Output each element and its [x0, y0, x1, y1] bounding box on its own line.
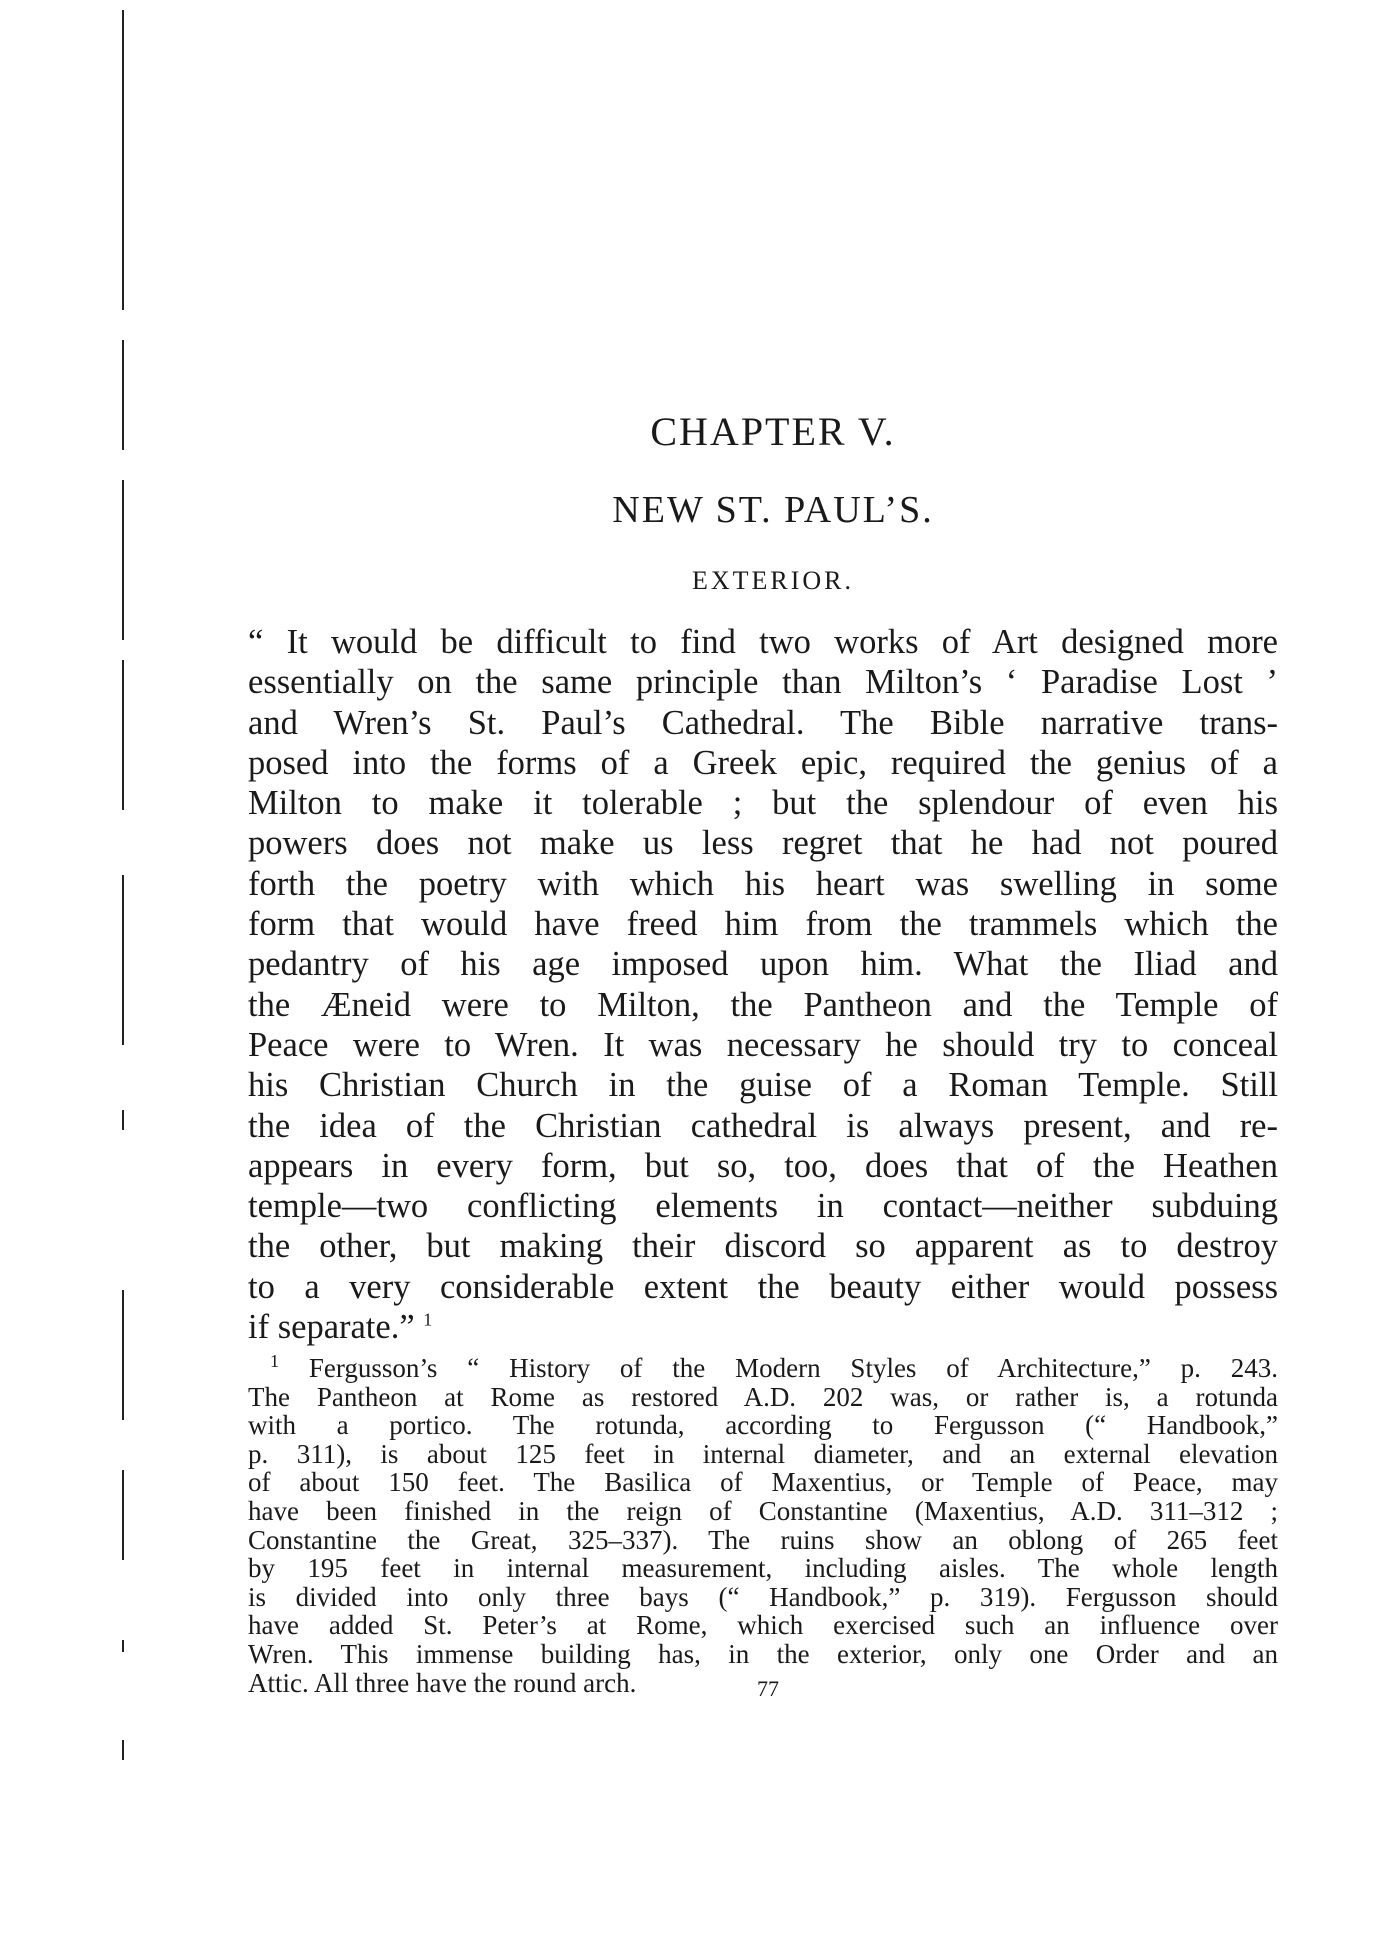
footnote-reference[interactable]: 1 — [423, 1309, 433, 1330]
binding-edge-line — [122, 1290, 124, 1420]
body-line: powers does not make us less regret that he had not poured — [248, 824, 1278, 863]
body-line: to a very considerable extent the beauty either would possess — [248, 1267, 1278, 1306]
binding-edge-line — [122, 1470, 124, 1560]
body-line: posed into the forms of a Greek epic, required the genius of a — [248, 743, 1278, 782]
footnote-line: Attic. All three have the round arch. — [248, 1667, 637, 1698]
body-line: essentially on the same principle than Milton’s ‘ Paradise Lost ’ — [248, 663, 1278, 702]
footnote-line: The Pantheon at Rome as restored A.D. 202 was, or rather is, a rotunda — [248, 1381, 1278, 1412]
footnote-line: have been finished in the reign of Constantine (Maxentius, A.D. 311–312 ; — [248, 1495, 1278, 1526]
section-heading: EXTERIOR. — [691, 566, 855, 595]
body-line: forth the poetry with which his heart was swelling in some — [248, 864, 1278, 903]
body-line: and Wren’s St. Paul’s Cathedral. The Bible narrative trans- — [248, 703, 1278, 742]
body-line: appears in every form, but so, too, does that of the Heathen — [248, 1146, 1278, 1185]
chapter-title: CHAPTER V. — [650, 409, 896, 454]
body-line-last — [248, 1307, 1278, 1347]
binding-edge-line — [122, 1740, 124, 1760]
body-paragraph — [248, 622, 1278, 1347]
body-line-text: if separate.” — [248, 1308, 415, 1347]
footnote-line: with a portico. The rotunda, according to Fergusson (“ Handbook,” — [248, 1410, 1278, 1441]
binding-edge-line — [122, 1110, 124, 1130]
binding-edge-line — [122, 660, 124, 810]
body-line: pedantry of his age imposed upon him. What the Iliad and — [248, 945, 1278, 984]
binding-edge-line — [122, 875, 124, 1045]
body-line: the other, but making their discord so apparent as to destroy — [248, 1227, 1278, 1266]
body-line: “ It would be difficult to find two works of Art designed more — [248, 623, 1278, 661]
footnote-line-text: Fergusson’s “ History of the Modern Styles of Architecture,” p. 243. — [308, 1353, 1279, 1383]
footnote-line: have added St. Peter’s at Rome, which exercised such an influence over — [248, 1610, 1278, 1641]
footnote-line-first — [248, 1351, 1279, 1383]
footnote-marker: 1 — [270, 1351, 279, 1371]
footnote-line: Constantine the Great, 325–337). The ruins show an oblong of 265 feet — [248, 1524, 1278, 1555]
footnote-line: Wren. This immense building has, in the exterior, only one Order and an — [248, 1638, 1278, 1669]
body-line: Milton to make it tolerable ; but the splendour of even his — [248, 784, 1278, 823]
body-line: temple—two conflicting elements in contact—neither subduing — [248, 1187, 1278, 1226]
body-line: his Christian Church in the guise of a Roman Temple. Still — [248, 1066, 1278, 1105]
body-line: the idea of the Christian cathedral is always present, and re- — [248, 1106, 1278, 1145]
chapter-subtitle: NEW ST. PAUL’S. — [612, 489, 934, 531]
body-line: Peace were to Wren. It was necessary he should try to conceal — [248, 1025, 1278, 1064]
footnote-line: by 195 feet in internal measurement, including aisles. The whole length — [248, 1553, 1278, 1584]
binding-edge-line — [122, 10, 124, 310]
footnote-line: p. 311), is about 125 feet in internal diameter, and an external elevation — [248, 1438, 1278, 1469]
footnote-line: is divided into only three bays (“ Handbook,” p. 319). Fergusson should — [248, 1581, 1278, 1612]
binding-edge-line — [122, 1640, 124, 1652]
body-line: the Æneid were to Milton, the Pantheon and the Temple of — [248, 985, 1278, 1024]
footnote — [248, 1351, 1279, 1698]
body-line: form that would have freed him from the trammels which the — [248, 905, 1278, 944]
footnote-line: of about 150 feet. The Basilica of Maxentius, or Temple of Peace, may — [248, 1467, 1278, 1498]
page-number: 77 — [757, 1676, 779, 1701]
